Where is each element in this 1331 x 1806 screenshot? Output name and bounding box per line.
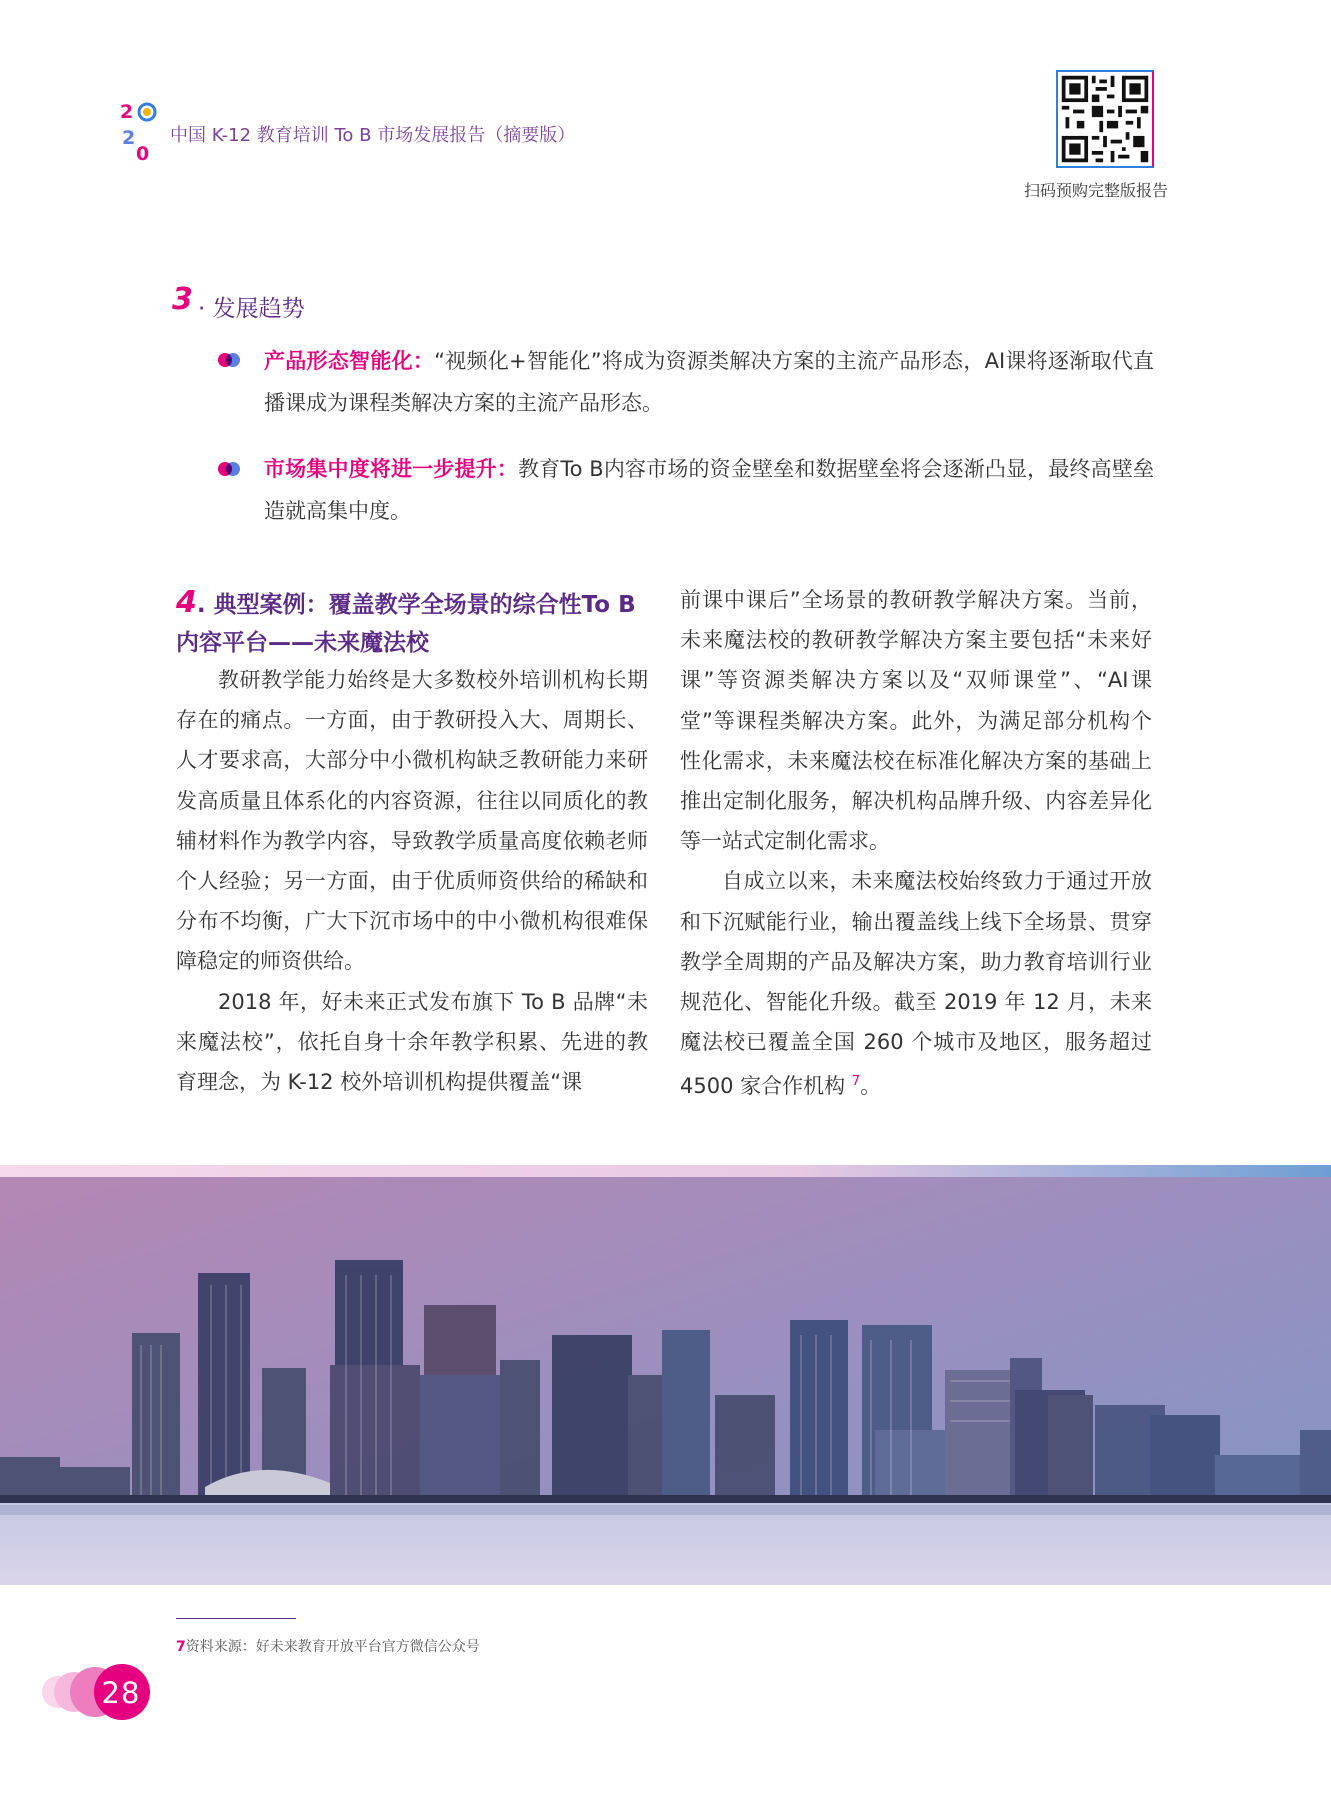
paragraph bbox=[680, 861, 1152, 1106]
logo-digit-1: 2 bbox=[120, 101, 134, 123]
logo-digit-3: 2 bbox=[122, 127, 136, 149]
section-4-title: . 典型案例：覆盖教学全场景的综合性To B内容平台——未来魔法校 bbox=[176, 592, 636, 656]
bullet-body: 教育To B内容市场的资金壁垒和数据壁垒将会逐渐凸显，最终高壁垒造就高集中度。 bbox=[264, 457, 1155, 523]
report-title: 中国 K-12 教育培训 To B 市场发展报告（摘要版） bbox=[170, 125, 576, 146]
section-3-number: 3 bbox=[172, 282, 193, 317]
right-column bbox=[680, 580, 1152, 1107]
section-4-number: 4 bbox=[176, 585, 197, 620]
city-skyline-photo bbox=[0, 1165, 1331, 1585]
qr-code-pattern bbox=[1058, 72, 1152, 166]
footnote-ref[interactable]: 7 bbox=[851, 1074, 861, 1090]
logo-globe-icon bbox=[143, 108, 151, 116]
left-column bbox=[176, 660, 648, 1102]
bullet-item-market-concentration bbox=[264, 448, 1154, 532]
section-3-title: · 发展趋势 bbox=[198, 296, 305, 322]
paragraph: 教研教学能力始终是大多数校外培训机构长期存在的痛点。一方面，由于教研投入大、周期长、人才要求高，大部分中小微机构缺乏教研能力来研发高质量且体系化的内容资源，往往以同质化的教辅材料作为教学内容，导致教学质量高度依赖老师个人经验；另一方面，由于优质师资供给的稀缺和分布不均衡，广大下沉市场中的中小微机构很难保障稳定的师资供给。 bbox=[176, 668, 648, 974]
footnote-rule bbox=[176, 1618, 296, 1619]
section-4-heading bbox=[176, 584, 656, 662]
paragraph: 2018 年，好未来正式发布旗下 To B 品牌“未来魔法校”，依托自身十余年教学积累、先进的教育理念，为 K-12 校外培训机构提供覆盖“课 bbox=[176, 989, 648, 1095]
footnote bbox=[176, 1636, 480, 1656]
report-year-logo bbox=[118, 100, 166, 162]
bullet-heading: 市场集中度将进一步提升： bbox=[264, 457, 518, 481]
footnote-text: 资料来源：好未来教育开放平台官方微信公众号 bbox=[185, 1639, 480, 1655]
bullet-heading: 产品形态智能化： bbox=[264, 349, 435, 373]
qr-code-icon[interactable] bbox=[1056, 70, 1154, 168]
paragraph: 前课中课后”全场景的教研教学解决方案。当前，未来魔法校的教研教学解决方案主要包括“未来好课”等资源类解决方案以及“双师课堂”、“AI课堂”等课程类解决方案。此外，为满足部分机构个性化需求，未来魔法校在标准化解决方案的基础上推出定制化服务，解决机构品牌升级、内容差异化等一站式定制化需求。 bbox=[680, 588, 1152, 854]
bullet-dot-icon bbox=[218, 462, 240, 476]
qr-caption: 扫码预购完整版报告 bbox=[1024, 181, 1169, 200]
bullet-dot-icon bbox=[218, 353, 240, 367]
paragraph-text: 自成立以来，未来魔法校始终致力于通过开放和下沉赋能行业，输出覆盖线上线下全场景、贯穿教学全周期的产品及解决方案，助力教育培训行业规范化、智能化升级。截至 2019 年 12 月，未来魔法校已覆盖全国 260 个城市及地区，服务超过 4500 家合作机构 bbox=[680, 869, 1152, 1099]
footnote-number: 7 bbox=[176, 1639, 186, 1655]
bullet-body: “视频化+智能化”将成为资源类解决方案的主流产品形态，AI课将逐渐取代直播课成为课程类解决方案的主流产品形态。 bbox=[264, 349, 1154, 415]
logo-digit-4: 0 bbox=[136, 143, 150, 162]
page-number: 28 bbox=[101, 1676, 141, 1710]
paragraph-end: 。 bbox=[860, 1074, 882, 1099]
bullet-item-product-form bbox=[264, 340, 1154, 424]
